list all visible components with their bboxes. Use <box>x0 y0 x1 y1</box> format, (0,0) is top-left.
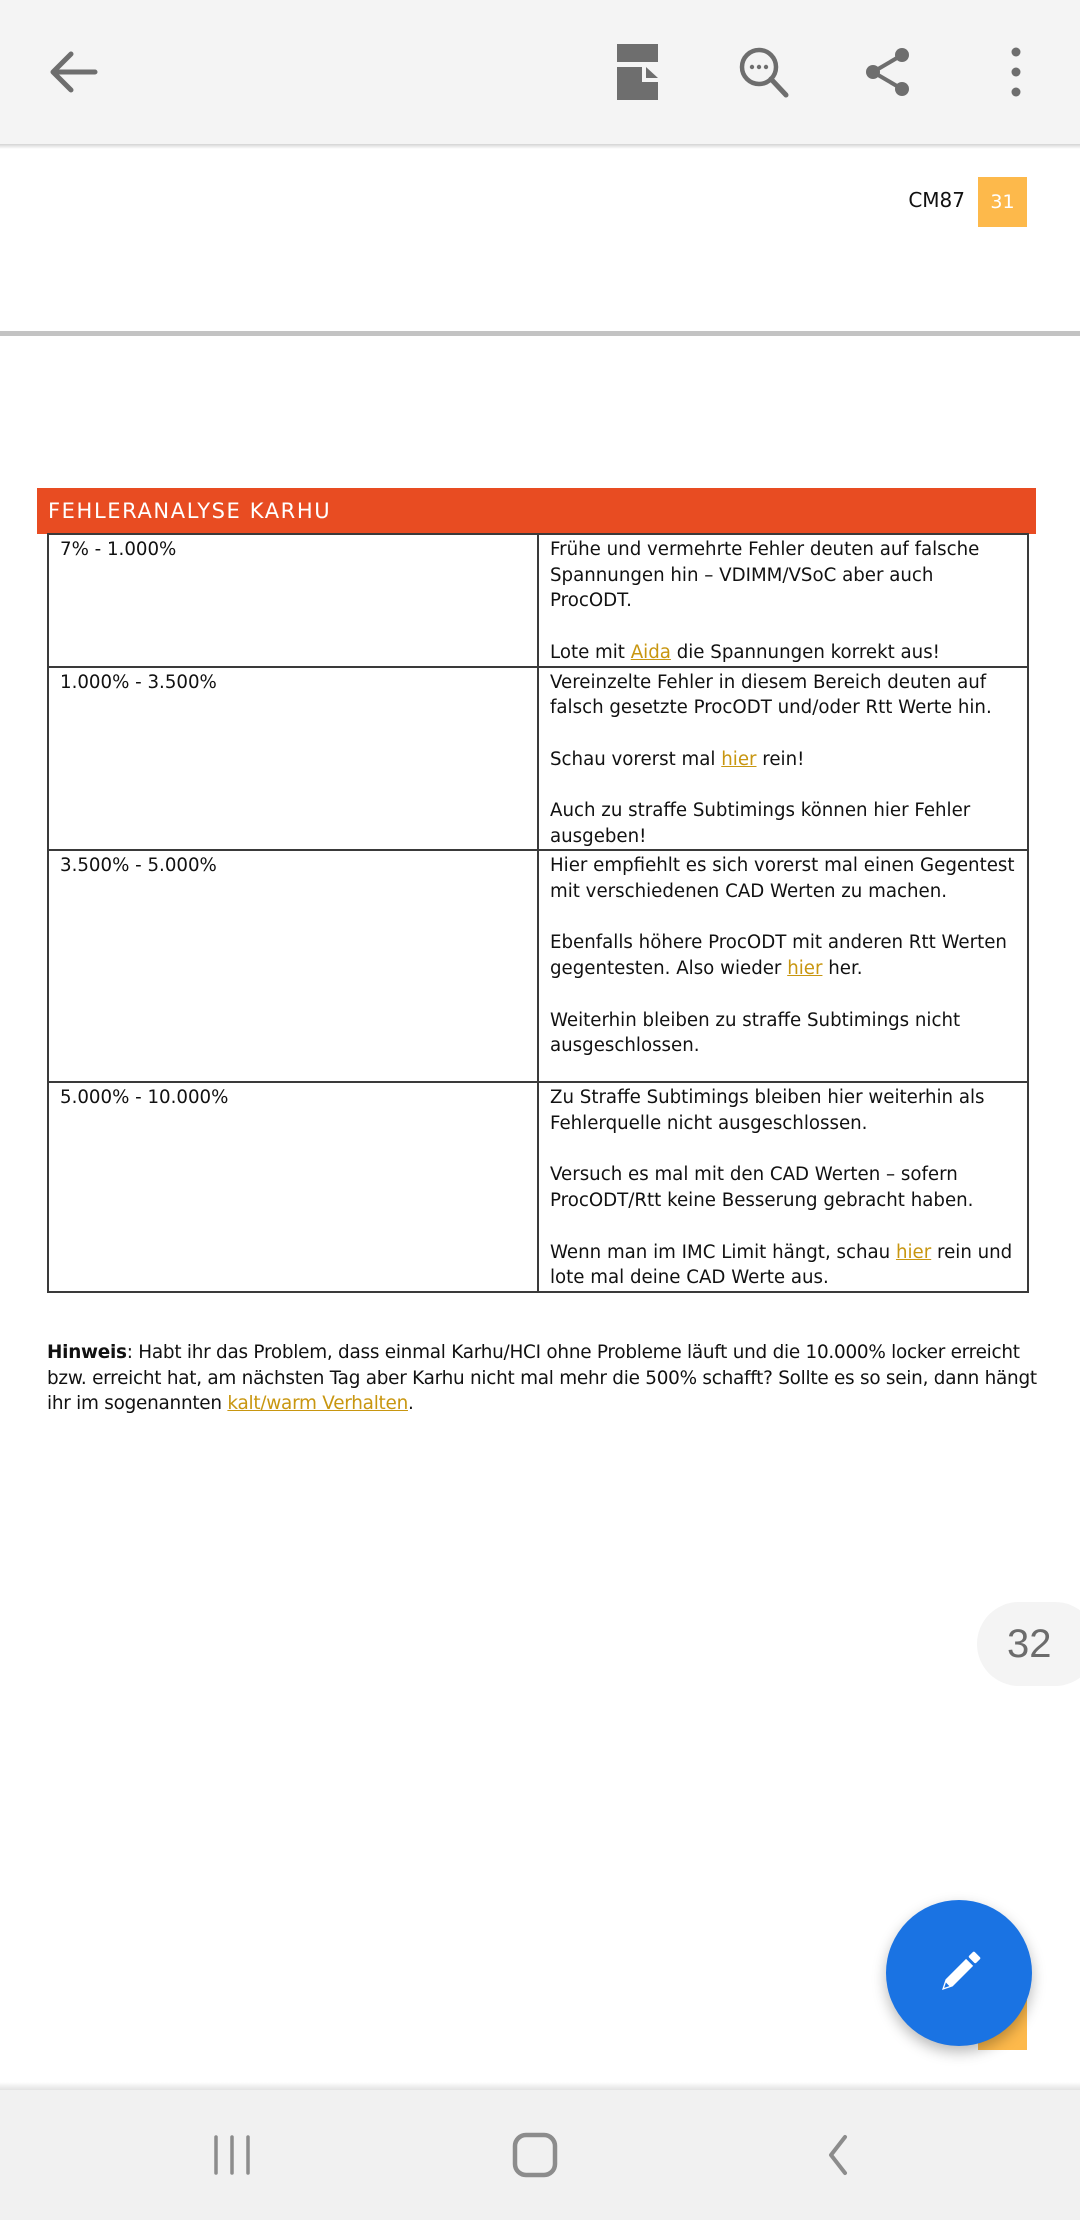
advice-paragraph <box>550 1240 1017 1291</box>
recent-apps-icon <box>210 2133 254 2177</box>
advice-text: die Spannungen korrekt aus! <box>670 641 940 663</box>
navbar-shadow <box>0 2082 1080 2090</box>
note-link[interactable]: kalt/warm Verhalten <box>227 1393 408 1414</box>
advice-text: Lote mit <box>550 641 631 663</box>
advice-text: Wenn man im IMC Limit hängt, schau <box>550 1241 896 1263</box>
advice-cell <box>538 1082 1028 1292</box>
advice-paragraph <box>550 1162 1017 1213</box>
system-navigation-bar <box>0 2090 1080 2220</box>
reading-mode-button[interactable] <box>590 24 686 120</box>
home-button[interactable] <box>475 2110 595 2200</box>
app-toolbar <box>0 0 1080 144</box>
advice-text: Schau vorerst mal <box>550 748 722 770</box>
table-row <box>48 667 1028 851</box>
back-arrow-icon <box>45 44 101 100</box>
system-back-button[interactable] <box>778 2110 898 2200</box>
advice-cell <box>538 850 1028 1082</box>
advice-paragraph <box>550 853 1017 904</box>
hyperlink[interactable]: hier <box>787 958 823 980</box>
edit-fab-button[interactable] <box>886 1900 1032 2046</box>
hyperlink[interactable]: hier <box>895 1241 932 1263</box>
share-button[interactable] <box>840 24 936 120</box>
more-options-icon <box>1006 44 1026 100</box>
range-cell <box>48 850 538 1082</box>
advice-paragraph <box>550 1085 1017 1136</box>
advice-text: rein und lote mal deine CAD Werte aus. <box>550 1241 1013 1289</box>
advice-cell <box>538 534 1028 667</box>
search-button[interactable] <box>716 24 812 120</box>
advice-paragraph <box>550 747 1017 773</box>
table-row <box>48 1082 1028 1292</box>
share-icon <box>860 44 916 100</box>
search-icon <box>736 44 792 100</box>
page-indicator: 32 <box>977 1602 1080 1686</box>
advice-cell <box>538 667 1028 851</box>
advice-paragraph <box>550 640 1017 666</box>
hyperlink[interactable]: hier <box>721 748 757 770</box>
advice-text: Weiterhin bleiben zu straffe Subtimings nicht ausgeschlossen. <box>550 1009 961 1057</box>
error-range: 3.500% - 5.000% <box>60 855 217 877</box>
back-icon <box>823 2133 853 2177</box>
note-text-end: . <box>407 1393 414 1414</box>
note-paragraph <box>47 1340 1037 1417</box>
advice-paragraph <box>550 537 1017 614</box>
more-options-button[interactable] <box>968 24 1064 120</box>
section-title: FEHLERANALYSE KARHU <box>37 488 1036 534</box>
advice-text: Zu Straffe Subtimings bleiben hier weiterhin als Fehlerquelle nicht ausgeschlossen. <box>550 1087 985 1135</box>
range-cell <box>48 534 538 667</box>
recent-apps-button[interactable] <box>172 2110 292 2200</box>
error-range: 7% - 1.000% <box>60 539 177 560</box>
advice-paragraph <box>550 798 1017 849</box>
error-range: 5.000% - 10.000% <box>60 1087 229 1109</box>
edit-pencil-icon <box>929 1943 989 2003</box>
table-row <box>48 534 1028 667</box>
hyperlink[interactable]: Aida <box>630 641 671 663</box>
advice-text: rein! <box>756 748 805 770</box>
note-text: : Habt ihr das Problem, dass einmal Karhu/HCI ohne Probleme läuft und die 10.000% locker erreicht bzw. erreicht hat, am nächsten Tag aber Karhu nicht mal mehr die 500% schafft? Sollte es so sein, dann hängt ihr im sogenannten <box>47 1342 1037 1414</box>
page-separator <box>0 331 1080 336</box>
error-range: 1.000% - 3.500% <box>60 671 217 693</box>
advice-text: Vereinzelte Fehler in diesem Bereich deuten auf falsch gesetzte ProcODT und/oder Rtt Werte hin. <box>550 671 992 719</box>
advice-text: Frühe und vermehrte Fehler deuten auf falsche Spannungen hin – VDIMM/VSoC aber auch ProcODT. <box>550 539 980 612</box>
range-cell <box>48 1082 538 1292</box>
advice-text: Versuch es mal mit den CAD Werten – sofern ProcODT/Rtt keine Besserung gebracht haben. <box>550 1164 974 1212</box>
advice-paragraph <box>550 1008 1017 1059</box>
advice-paragraph <box>550 670 1017 721</box>
error-analysis-table <box>47 533 1029 1293</box>
reading-mode-icon <box>615 42 661 102</box>
page-number-badge: 31 <box>978 177 1027 227</box>
advice-text: Ebenfalls höhere ProcODT mit anderen Rtt Werten gegentesten. Also wieder <box>550 932 1007 980</box>
back-button[interactable] <box>25 24 121 120</box>
note-label: Hinweis <box>47 1342 127 1363</box>
range-cell <box>48 667 538 851</box>
home-icon <box>512 2132 558 2178</box>
advice-paragraph <box>550 930 1017 981</box>
advice-text: Hier empfiehlt es sich vorerst mal einen Gegentest mit verschiedenen CAD Werten zu machen. <box>550 855 1015 903</box>
table-row <box>48 850 1028 1082</box>
advice-text: her. <box>822 958 863 980</box>
advice-text: Auch zu straffe Subtimings können hier Fehler ausgeben! <box>550 799 971 847</box>
previous-page-bottom <box>0 149 1080 332</box>
page-header-code: CM87 <box>908 188 965 212</box>
